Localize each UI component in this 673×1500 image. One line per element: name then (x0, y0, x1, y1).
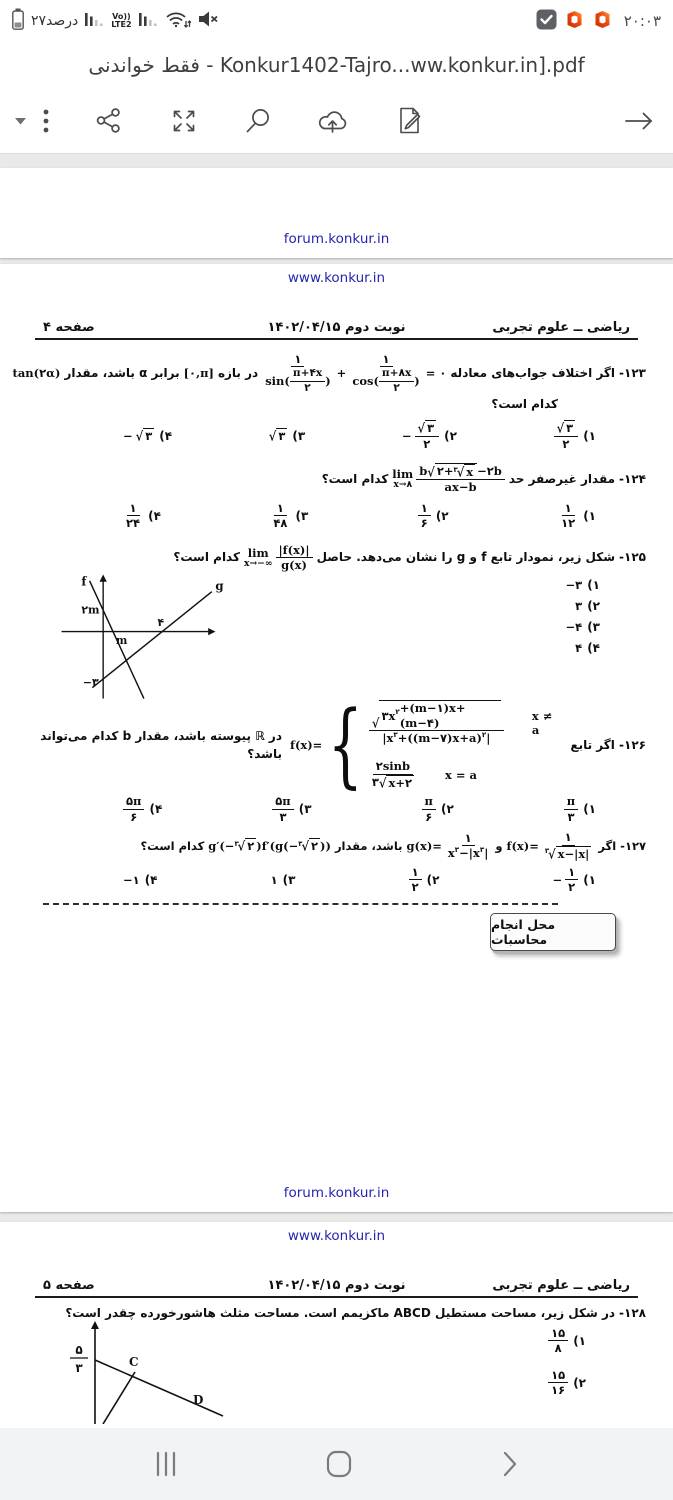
signal-bars-icon-2 (139, 12, 158, 31)
question-number-and-lead: ۱۲۶- اگر تابع (570, 738, 646, 753)
rectangle-figure (55, 1316, 255, 1424)
search-icon[interactable] (244, 107, 272, 135)
pdf-page-4 (0, 264, 673, 1212)
option-4: ۴) ۴ (575, 641, 600, 656)
question-126 (27, 690, 646, 798)
option-1: ۱) $\frac{۱}{۱۲}$ (561, 500, 596, 531)
equation: ۱ sin( $\frac{\pi+۴x}{۲}$ ) + ۱ cos( $\frac{\pi+۸x}{۲}$ ) = ۰ (265, 352, 447, 394)
question-128-figure-zone (27, 1320, 646, 1428)
question-123-ask: کدام است؟ (491, 396, 558, 411)
function-graph (47, 570, 239, 704)
www-link[interactable]: www.konkur.in (287, 270, 386, 286)
clock-label: ۲۰:۰۳ (623, 12, 661, 30)
question-125: ۱۲۵- شکل زیر، نمودار تابع f و g را نشان می‌دهد. حاصل lim x→−∞ $\frac{|f(x)|}{g(x)}$ کدام است؟ (173, 542, 646, 572)
option-4: ۴) − √ ۳ (123, 428, 173, 445)
www-link[interactable]: www.konkur.in (287, 1228, 386, 1244)
svg-text:m: m (115, 634, 128, 648)
question-123-options (27, 419, 646, 453)
question-number: ۱۲۷- (620, 838, 646, 853)
pdf-page-5 (0, 1222, 673, 1428)
pdf-page-3-bottom (0, 168, 673, 258)
svg-text:۴: ۴ (157, 616, 165, 630)
pdf-scroll-area[interactable] (0, 154, 673, 1428)
exam-subject: ریاضی ــ علوم تجربی (492, 320, 630, 335)
exam-header (27, 1278, 646, 1293)
battery-percent-label: ۲۷درصد (31, 13, 79, 29)
option-2: ۲) − √ ۳ ۲ (401, 420, 457, 451)
f-definition: f(x)= ۱ ۳ √ x−|x| (506, 830, 590, 862)
option-4: ۴) $\frac{۵\pi}{۶}$ (123, 794, 162, 824)
exam-session: نوبت دوم ۱۴۰۲/۰۴/۱۵ (267, 320, 406, 335)
forum-link[interactable]: forum.konkur.in (283, 231, 390, 247)
option-2: ۲) $\frac{\pi}{۶}$ (422, 794, 454, 824)
option-1: ۱) $\frac{\pi}{۳}$ (564, 794, 596, 824)
question-text: مقدار غیرصفر حد (508, 471, 616, 486)
limit-expression: lim x→−∞ $\frac{|f(x)|}{g(x)}$ (244, 543, 313, 573)
svg-text:۵: ۵ (75, 1343, 83, 1357)
recents-button[interactable] (156, 1451, 176, 1477)
question-number: ۱۲۴- (619, 471, 646, 486)
exam-subject: ریاضی ــ علوم تجربی (492, 1278, 630, 1293)
option-3: ۳) ۱ (270, 872, 296, 887)
svg-text:D: D (193, 1393, 204, 1407)
header-rule (35, 338, 638, 340)
question-text: اگر اختلاف جواب‌های معادله (450, 366, 616, 381)
question-128-options (548, 1326, 586, 1410)
wifi-icon (165, 10, 191, 33)
question-text: در ℝ پیوسته باشد، مقدار b کدام می‌تواند باشد؟ (40, 729, 282, 762)
svg-text:f: f (81, 574, 87, 589)
derivative-expression: g′(− ۳ √ ۲ )f′(g(− ۳ √ ۲ )) (208, 838, 331, 854)
office-notification-icon (564, 9, 585, 34)
volte-indicator: Vo)) LTE2 (111, 12, 132, 29)
option-2: ۲) $\frac{۱}{۲}$ (409, 865, 440, 895)
option-4: ۴) −۱ (123, 872, 158, 887)
question-124-options (27, 499, 646, 533)
option-1: ۱) $\frac{۱۵}{۸}$ (548, 1326, 586, 1356)
question-number: ۱۲۳- (619, 366, 646, 381)
option-2: ۲) $\frac{۱}{۶}$ (418, 501, 449, 531)
option-1: ۱) − $\frac{۱}{۲}$ (552, 865, 596, 895)
question-125-figure-zone (27, 576, 646, 698)
option-3: ۳) $\frac{۱}{۴۸}$ (273, 500, 309, 531)
interval: [۰,π] (183, 366, 214, 381)
svg-text:۲m: ۲m (81, 603, 100, 617)
svg-text:C: C (129, 1355, 139, 1369)
collapse-caret-button[interactable] (14, 117, 27, 125)
question-text: شکل زیر، نمودار تابع f و g را نشان می‌دهد. حاصل (316, 550, 616, 565)
calculation-area-label: محل انجام محاسبات (490, 913, 616, 951)
overflow-menu-button[interactable] (43, 109, 49, 133)
question-text: در شکل زیر، مساحت مستطیل ABCD ماکزیمم است. مساحت مثلث هاشورخورده چقدر است؟ (65, 1306, 616, 1320)
cut-line (43, 903, 558, 905)
svg-text:−۳: −۳ (82, 676, 99, 690)
status-bar (0, 0, 673, 42)
document-title: فقط خواندنی - Konkur1402-Tajro...ww.konkur.in].pdf (88, 53, 585, 77)
option-2: ۲) $\frac{۱۵}{۱۶}$ (548, 1368, 586, 1398)
question-123: ۱۲۳- اگر اختلاف جواب‌های معادله ۱ sin( $\frac{\pi+۴x}{۲}$ ) + ۱ cos( $\frac{\pi+۸x}{۲}$ ) = ۰ در بازه [۰,π] برابر α باشد، مقدار tan(۲α) (12, 352, 646, 394)
option-3: ۳) $\frac{۵\pi}{۳}$ (272, 794, 311, 824)
exam-header (27, 320, 646, 335)
home-button[interactable] (326, 1450, 352, 1478)
exam-session: نوبت دوم ۱۴۰۲/۰۴/۱۵ (267, 1278, 406, 1293)
option-3: ۳) √ ۳ (268, 428, 306, 445)
page-number-label: صفحه ۵ (43, 1278, 95, 1293)
g-definition: g(x)= ۱ x ۳ −|x ۳ | (406, 830, 489, 861)
option-1: ۱) −۳ (565, 578, 600, 593)
signal-bars-icon (85, 12, 104, 31)
android-nav-bar (0, 1428, 673, 1500)
svg-text:g: g (215, 579, 224, 594)
toolbar (0, 88, 673, 154)
svg-text:۳: ۳ (75, 1361, 83, 1375)
annotate-icon[interactable] (395, 106, 424, 135)
question-125-options (566, 578, 600, 662)
piecewise-function: f(x)= { √ ۳x ۲ +(m−۱)x+(m−۴) |x ۳ +((m−۷)x+a) ۲ | x ≠ a ۲sinb ۳ √ x+۲ x = a (290, 690, 553, 798)
share-icon[interactable] (95, 107, 122, 134)
mute-icon (198, 10, 219, 32)
forum-link[interactable]: forum.konkur.in (283, 1185, 390, 1201)
office-notification-icon-2 (592, 9, 613, 34)
option-4: ۴) $\frac{۱}{۲۴}$ (126, 500, 161, 531)
limit-expression: lim x→۸ b √ ۲+ ۳ √ x −۲b ax−b (392, 463, 505, 495)
fullscreen-icon[interactable] (170, 107, 198, 135)
checkbox-notification-icon (536, 9, 557, 34)
option-1: ۱) √ ۳ ۲ (554, 420, 596, 451)
question-127: ۱۲۷- اگر f(x)= ۱ ۳ √ x−|x| و g(x)= ۱ x ۳ −|x ۳ | باشد، مقدار g′(− ۳ √ ۲ )f′(g(− ۳ √ ۲ )) کدام است؟ (140, 830, 646, 862)
brace: { (328, 690, 364, 798)
tan-expression: tan(۲α) (12, 366, 61, 381)
question-number: ۱۲۸- (619, 1306, 646, 1320)
cloud-upload-icon[interactable] (316, 107, 349, 134)
option-3: ۳) −۴ (565, 620, 600, 635)
question-number: ۱۲۵- (619, 550, 646, 565)
battery-icon (12, 8, 24, 34)
question-124: ۱۲۴- مقدار غیرصفر حد lim x→۸ b √ ۲+ ۳ √ x −۲b ax−b کدام است؟ (321, 463, 646, 495)
option-2: ۲) ۳ (575, 599, 600, 614)
back-button[interactable] (502, 1451, 518, 1477)
forward-arrow-icon[interactable] (623, 109, 655, 133)
header-rule (35, 1296, 638, 1298)
question-127-options (27, 863, 646, 897)
page-number-label: صفحه ۴ (43, 320, 95, 335)
title-bar (0, 42, 673, 88)
